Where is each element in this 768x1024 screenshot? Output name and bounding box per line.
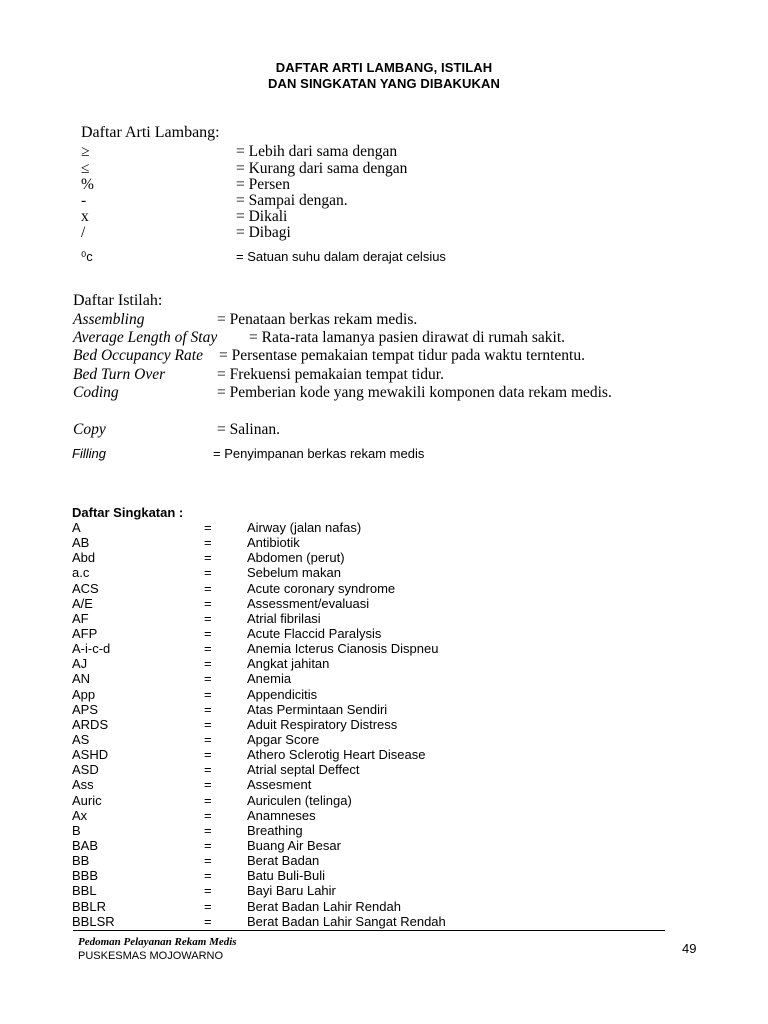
abbreviation-code: BBL	[72, 883, 97, 899]
equals-sign: =	[204, 550, 212, 566]
term-definition: = Salinan.	[217, 421, 280, 438]
term-definition: = Penyimpanan berkas rekam medis	[213, 446, 425, 461]
abbreviation-row	[0, 793, 768, 808]
abbreviation-code: ACS	[72, 580, 99, 596]
symbol-meaning: = Satuan suhu dalam derajat celsius	[236, 249, 446, 264]
term-definition: = Persentase pemakaian tempat tidur pada waktu terntentu.	[219, 347, 585, 364]
abbreviation-meaning: Aduit Respiratory Distress	[247, 716, 398, 732]
abbreviation-code: Ass	[72, 777, 94, 793]
term: Average Length of Stay	[73, 329, 218, 346]
abbreviation-meaning: Berat Badan	[247, 853, 320, 869]
abbreviation-row	[0, 656, 768, 671]
abbreviation-meaning: Atrial septal Deffect	[247, 762, 360, 778]
abbreviation-meaning: Bayi Baru Lahir	[247, 883, 336, 899]
abbreviation-row	[0, 702, 768, 717]
abbreviation-row	[0, 550, 768, 565]
symbol-row	[0, 224, 768, 241]
footer-divider	[73, 930, 665, 931]
abbreviation-code: AB	[72, 535, 90, 551]
abbreviation-row	[0, 868, 768, 883]
equals-sign: =	[204, 610, 212, 626]
equals-sign: =	[204, 580, 212, 596]
symbol-meaning: = Kurang dari sama dengan	[236, 160, 408, 177]
footer-document-title: Pedoman Pelayanan Rekam Medis	[78, 936, 237, 948]
abbreviation-code: ASD	[72, 762, 99, 778]
equals-sign: =	[204, 898, 212, 914]
abbreviation-meaning: Angkat jahitan	[247, 656, 330, 672]
equals-sign: =	[204, 747, 212, 763]
equals-sign: =	[204, 656, 212, 672]
abbreviation-code: Ax	[72, 807, 88, 823]
page-number: 49	[682, 941, 697, 956]
term: Coding	[73, 384, 119, 401]
symbol: ≥	[81, 143, 90, 160]
symbol-meaning: = Lebih dari sama dengan	[236, 143, 398, 160]
abbreviations-heading: Daftar Singkatan :	[72, 505, 184, 520]
equals-sign: =	[204, 868, 212, 884]
abbreviation-row	[0, 838, 768, 853]
equals-sign: =	[204, 535, 212, 551]
abbreviation-row	[0, 581, 768, 596]
equals-sign: =	[204, 671, 212, 687]
symbol: ⁰c	[81, 249, 93, 264]
abbreviation-row	[0, 914, 768, 929]
abbreviation-code: a.c	[72, 565, 90, 581]
abbreviation-code: AJ	[72, 656, 88, 672]
symbol: /	[81, 224, 86, 241]
equals-sign: =	[204, 883, 212, 899]
abbreviation-code: A	[72, 520, 81, 535]
term-definition: = Frekuensi pemakaian tempat tidur.	[217, 366, 444, 383]
equals-sign: =	[204, 853, 212, 869]
abbreviation-code: AF	[72, 610, 89, 626]
symbol-row	[0, 192, 768, 209]
abbreviation-row	[0, 762, 768, 777]
abbreviation-meaning: Atas Permintaan Sendiri	[247, 701, 388, 717]
abbreviation-row	[0, 687, 768, 702]
abbreviation-code: BBLSR	[72, 913, 115, 929]
term: Bed Occupancy Rate	[73, 347, 203, 364]
abbreviation-code: BAB	[72, 837, 99, 853]
symbol: x	[81, 208, 89, 225]
equals-sign: =	[204, 565, 212, 581]
abbreviation-row	[0, 899, 768, 914]
symbol-meaning: = Dikali	[236, 208, 288, 225]
abbreviation-meaning: Breathing	[247, 822, 303, 838]
symbol: %	[81, 176, 94, 193]
term: Bed Turn Over	[73, 366, 166, 383]
abbreviation-row	[0, 808, 768, 823]
equals-sign: =	[204, 595, 212, 611]
abbreviation-meaning: Buang Air Besar	[247, 837, 341, 853]
equals-sign: =	[204, 822, 212, 838]
equals-sign: =	[204, 837, 212, 853]
abbreviation-row	[0, 671, 768, 686]
abbreviation-code: AFP	[72, 625, 98, 641]
abbreviation-row	[0, 823, 768, 838]
terms-heading: Daftar Istilah:	[73, 292, 163, 309]
equals-sign: =	[204, 913, 212, 929]
abbreviation-meaning: Airway (jalan nafas)	[247, 520, 362, 535]
abbreviation-code: BB	[72, 853, 90, 869]
symbol-row	[0, 176, 768, 193]
symbol-meaning: = Sampai dengan.	[236, 192, 348, 209]
equals-sign: =	[204, 792, 212, 808]
equals-sign: =	[204, 686, 212, 702]
equals-sign: =	[204, 731, 212, 747]
abbreviation-code: Auric	[72, 792, 102, 808]
symbol-meaning: = Persen	[236, 176, 290, 193]
abbreviation-meaning: Athero Sclerotig Heart Disease	[247, 747, 426, 763]
abbreviation-code: App	[72, 686, 96, 702]
term: Copy	[73, 421, 106, 438]
abbreviation-row	[0, 535, 768, 550]
abbreviation-meaning: Berat Badan Lahir Rendah	[247, 898, 401, 914]
page-title-line-1: DAFTAR ARTI LAMBANG, ISTILAH	[275, 60, 493, 75]
abbreviation-meaning: Abdomen (perut)	[247, 550, 345, 566]
abbreviation-row	[0, 565, 768, 580]
abbreviation-row	[0, 747, 768, 762]
abbreviation-meaning: Berat Badan Lahir Sangat Rendah	[247, 913, 446, 929]
abbreviation-meaning: Assesment	[247, 777, 312, 793]
page-title-line-2: DAN SINGKATAN YANG DIBAKUKAN	[268, 76, 500, 91]
abbreviation-code: BBB	[72, 868, 99, 884]
term-definition: = Rata-rata lamanya pasien dirawat di rumah sakit.	[249, 329, 566, 346]
abbreviation-code: AN	[72, 671, 91, 687]
abbreviation-meaning: Assessment/evaluasi	[247, 595, 370, 611]
abbreviation-row	[0, 777, 768, 792]
abbreviation-meaning: Sebelum makan	[247, 565, 341, 581]
equals-sign: =	[204, 625, 212, 641]
abbreviation-row	[0, 611, 768, 626]
symbol: ≤	[81, 160, 90, 177]
abbreviation-meaning: Antibiotik	[247, 535, 300, 551]
abbreviation-code: Abd	[72, 550, 96, 566]
abbreviation-row	[0, 626, 768, 641]
abbreviation-code: APS	[72, 701, 99, 717]
symbols-heading: Daftar Arti Lambang:	[81, 124, 220, 141]
abbreviation-meaning: Anemia Icterus Cianosis Dispneu	[247, 641, 439, 657]
abbreviations-list	[0, 520, 768, 929]
symbol-row	[0, 208, 768, 225]
symbol-row	[0, 160, 768, 177]
abbreviation-code: A-i-c-d	[72, 641, 111, 657]
equals-sign: =	[204, 520, 212, 535]
abbreviation-meaning: Auriculen (telinga)	[247, 792, 352, 808]
abbreviation-row	[0, 732, 768, 747]
abbreviation-meaning: Acute Flaccid Paralysis	[247, 625, 382, 641]
term: Filling	[72, 446, 106, 461]
symbol: -	[81, 192, 87, 209]
abbreviation-meaning: Atrial fibrilasi	[247, 610, 321, 626]
symbol-row	[0, 143, 768, 160]
equals-sign: =	[204, 701, 212, 717]
symbol-row	[0, 248, 768, 265]
abbreviation-meaning: Anamneses	[247, 807, 316, 823]
term-definition: = Penataan berkas rekam medis.	[217, 311, 418, 328]
abbreviation-meaning: Batu Buli-Buli	[247, 868, 326, 884]
abbreviation-code: ARDS	[72, 716, 109, 732]
equals-sign: =	[204, 807, 212, 823]
footer-organization: PUSKESMAS MOJOWARNO	[78, 950, 224, 962]
abbreviation-row	[0, 520, 768, 535]
symbol-meaning: = Dibagi	[236, 224, 291, 241]
abbreviation-meaning: Apgar Score	[247, 731, 320, 747]
term-definition: = Pemberian kode yang mewakili komponen data rekam medis.	[217, 384, 612, 401]
abbreviation-row	[0, 853, 768, 868]
abbreviation-row	[0, 883, 768, 898]
equals-sign: =	[204, 762, 212, 778]
abbreviation-meaning: Anemia	[247, 671, 292, 687]
abbreviation-code: B	[72, 822, 81, 838]
term: Assembling	[73, 311, 145, 328]
abbreviation-meaning: Appendicitis	[247, 686, 318, 702]
abbreviation-row	[0, 641, 768, 656]
abbreviation-code: BBLR	[72, 898, 106, 914]
abbreviation-code: AS	[72, 731, 90, 747]
abbreviation-code: A/E	[72, 595, 93, 611]
equals-sign: =	[204, 641, 212, 657]
abbreviation-row	[0, 717, 768, 732]
abbreviation-row	[0, 596, 768, 611]
equals-sign: =	[204, 716, 212, 732]
abbreviation-code: ASHD	[72, 747, 109, 763]
equals-sign: =	[204, 777, 212, 793]
abbreviation-meaning: Acute coronary syndrome	[247, 580, 396, 596]
